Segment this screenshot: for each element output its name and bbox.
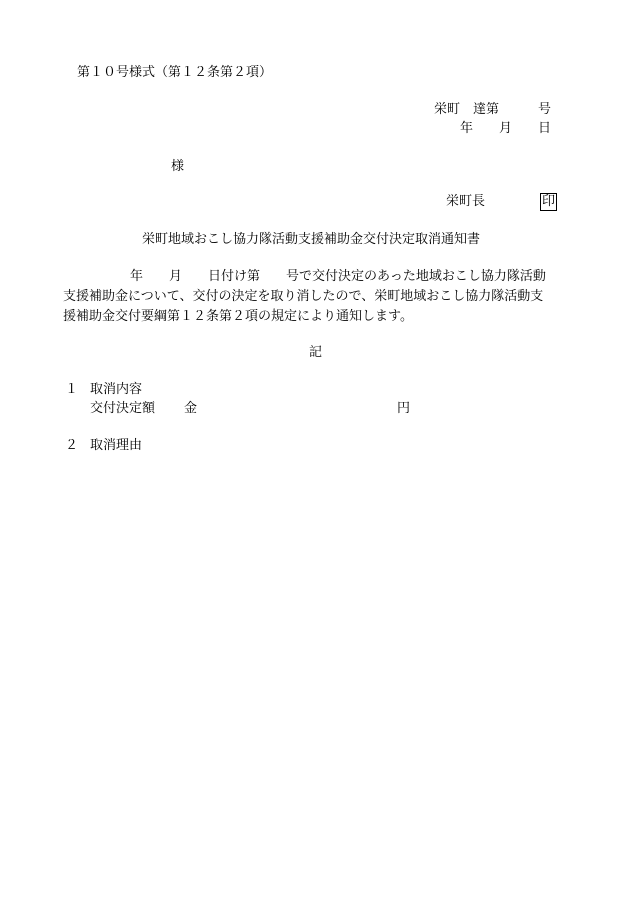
item-1-number: １ bbox=[65, 382, 79, 397]
document-number: 栄町 達第 号 bbox=[434, 102, 552, 117]
sender-block bbox=[446, 193, 557, 211]
item-2-label: 取消理由 bbox=[90, 438, 143, 453]
item-1-currency-unit: 円 bbox=[397, 401, 411, 416]
issue-date: 年 月 日 bbox=[460, 121, 552, 136]
document-title: 栄町地域おこし協力隊活動支援補助金交付決定取消通知書 bbox=[142, 232, 481, 247]
sender-title: 栄町長 bbox=[446, 194, 486, 209]
item-2-number: ２ bbox=[65, 438, 79, 453]
body-line-2: 支援補助金について、交付の決定を取り消したので、栄町地域おこし協力隊活動支 bbox=[63, 289, 544, 304]
seal-mark: 印 bbox=[542, 194, 556, 209]
form-label: 第１０号様式（第１２条第２項） bbox=[77, 65, 273, 80]
item-1-sublabel: 交付決定額 bbox=[90, 401, 156, 416]
body-line-1: 年 月 日付け第 号で交付決定のあった地域おこし協力隊活動 bbox=[130, 269, 546, 284]
body-line-3: 援補助金交付要綱第１２条第２項の規定により通知します。 bbox=[63, 309, 413, 324]
item-1-currency-prefix: 金 bbox=[184, 401, 198, 416]
item-1-label: 取消内容 bbox=[90, 382, 143, 397]
recipient-honorific: 様 bbox=[171, 159, 185, 174]
note-heading: 記 bbox=[309, 345, 323, 360]
